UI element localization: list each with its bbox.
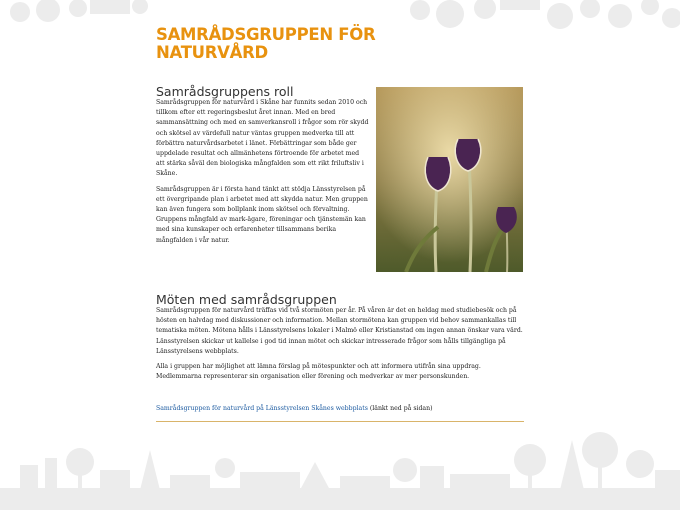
bottom-decorative-silhouette: [0, 380, 680, 510]
role-text-column: [156, 98, 369, 251]
meetings-paragraph-1: Samrådsgruppen för naturvård träffas vid två stormöten per år. På våren är det en heldag med studiebesök och på hösten en halvdag med diskussioner och information. Mellan stormötena kan gruppen vid behov sammankallas till tematiska möten. Mötena hålls i Länsstyrelsens lokaler i Malmö eller Kristianstad om ingen annan önskar vara värd. Länsstyrelsen skickar ut kallelse i god tid innan mötet och skickar intresserade frågor som hålls tillgängliga på Länsstyrelsens webbplats.: [156, 307, 523, 355]
link-suffix: (länkt ned på sidan): [369, 405, 433, 412]
page-title: [156, 26, 524, 62]
document-page: [156, 22, 524, 412]
role-paragraph-2: Samrådsgruppen är i första hand tänkt att stödja Länsstyrelsen på ett övergripande plan i arbetet med att skydda natur. Men gruppen kan även fungera som bollplank inom skötsel och förvaltning. Gruppens mångfald av mark-ägare, föreningar och tjänstemän kan med sina kunskaper och erfarenheter tillsammans berika mångfalden i vår natur.: [156, 185, 368, 244]
meetings-text: [156, 306, 524, 387]
lansstyrelsen-webpage-link[interactable]: Samrådsgruppen för naturvård på Länsstyrelsen Skånes webbplats: [156, 405, 368, 412]
section-heading-role: Samrådsgruppens roll: [156, 84, 294, 99]
bottom-divider: [156, 421, 524, 422]
role-paragraph-1: Samrådsgruppen för naturvård i Skåne har funnits sedan 2010 och tillkom efter ett regeringsbeslut året innan. Med en bred sammansättning och med en samverkansroll i frågor som rör skydd och skötsel av värdefull natur väntas gruppen medverka till att förbättra naturvårdsarbetet i länet. Förbättringar som både ger uppdelade resultat och allmänhetens förtroende för arbetet med att stärka såväl den biologiska mångfalden som ett rikt friluftsliv i Skåne.: [156, 99, 369, 178]
page-title-line-1: SAMRÅDSGRUPPEN FÖR: [156, 25, 376, 44]
pasque-flower-photo: [376, 87, 523, 272]
section-heading-meetings: Möten med samrådsgruppen: [156, 292, 337, 307]
meetings-paragraph-2: Alla i gruppen har möjlighet att lämna förslag på mötespunkter och att informera utifrån sina uppdrag. Medlemmarna representerar sin organisation eller förening och medverkar av mer personskunden.: [156, 363, 481, 381]
page-title-line-2: NATURVÅRD: [156, 43, 268, 62]
webpage-link-line: [156, 405, 524, 412]
